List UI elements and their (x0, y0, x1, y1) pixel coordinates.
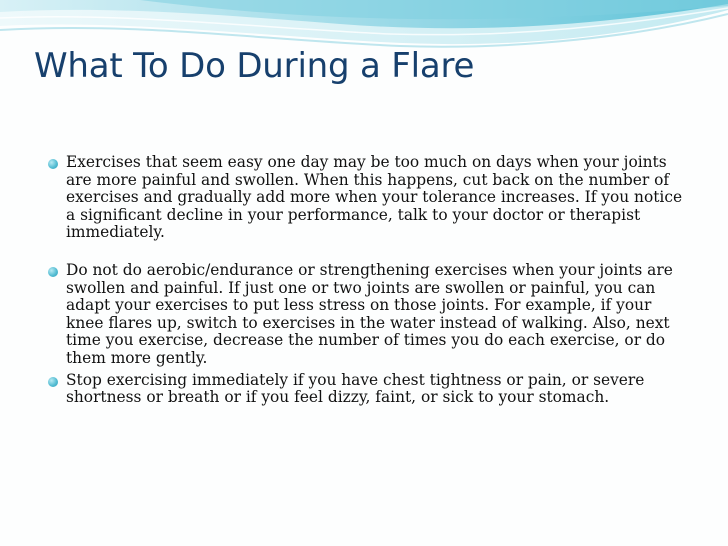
bullet-text: Exercises that seem easy one day may be too much on days when your joints are more painful and swollen. When this happens, cut back on the number of exercises and gradually add more when your tolerance increases. If you notice a significant decline in your performance, talk to your doctor or therapist immediately. (66, 153, 683, 242)
bullet-text: Stop exercising immediately if you have chest tightness or pain, or severe shortness or breath or if you feel dizzy, faint, or sick to your stomach. (66, 370, 645, 407)
bullet-item (48, 262, 688, 368)
bullet-item (48, 154, 688, 242)
bullet-text: Do not do aerobic/endurance or strengthening exercises when your joints are swollen and painful. If just one or two joints are swollen or painful, you can adapt your exercises to put less stress on those joints. For example, if your knee flares up, switch to exercises in the water instead of walking. Also, next time you exercise, decrease the number of times you do each exercise, or do them more gently. (66, 260, 673, 367)
bullet-dot-icon (48, 377, 58, 387)
bullet-item (48, 372, 688, 407)
bullet-list (48, 154, 688, 407)
slide-title: What To Do During a Flare (34, 46, 475, 86)
bullet-dot-icon (48, 267, 58, 277)
bullet-dot-icon (48, 159, 58, 169)
